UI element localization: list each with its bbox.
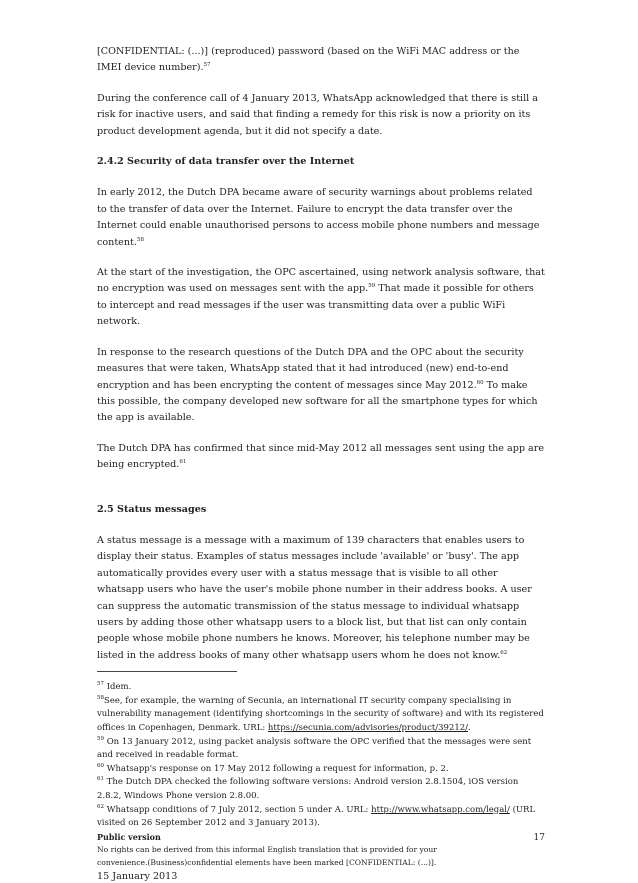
page-footer	[97, 832, 545, 883]
paragraph-conference-call: During the conference call of 4 January 2013, WhatsApp acknowledged that there is still a risk for inactive users, and said that finding a remedy for this risk is now a priority on its product development agenda, but it did not specify a date.	[97, 92, 539, 137]
section-heading-2-4-2: 2.4.2 Security of data transfer over the Internet	[97, 156, 355, 168]
footnote-ref-62[interactable]: 62	[500, 649, 508, 656]
paragraph-response-encryption: In response to the research questions of the Dutch DPA and the OPC about the security measures that were taken, WhatsApp stated that it had introduced (new) end-to-end encryption and has been encrypting the content of messages since May 2012.60 To make this possible, the company developed new software for all the smartphone types for which the app is available.	[97, 346, 538, 424]
document-page	[97, 44, 545, 883]
paragraph-status-messages: A status message is a message with a maximum of 139 characters that enables users to display their status. Examples of status messages include 'available' or 'busy'. The app automatically provides every user with a status message that is visible to all other whatsapp users who have the user's mobile phone number in their address books. A user can suppress the automatic transmission of the status message to individual whatsapp users by adding those other whatsapp users to a block list, but that list can only contain people whose mobile phone numbers he knows. Moreover, his telephone number may be listed in the address books of many other whatsapp users whom he does not know.$^{62}$	[97, 534, 532, 661]
paragraph-encryption-confirmed: The Dutch DPA has confirmed that since mid-May 2012 all messages sent using the app are being encrypted.$^{61}$	[97, 442, 545, 471]
footnote-ref-58[interactable]: 58	[136, 236, 144, 243]
footnote-62: $^{62}$ Whatsapp conditions of 7 July 2012, section 5 under A. URL: http://www.whatsapp.com/legal/ (URL visited on 26 September 2012 and 3 January 2013).	[97, 803, 536, 829]
footnote-ref-61[interactable]: 61	[179, 458, 187, 465]
footnote-57: $^{57}$ Idem.	[97, 681, 132, 693]
footnote-ref-60[interactable]: 60	[476, 379, 484, 386]
section-heading-2-5: 2.5 Status messages	[97, 503, 207, 515]
footnote-divider	[97, 671, 237, 672]
whatsapp-legal-link[interactable]: http://www.whatsapp.com/legal/	[371, 804, 510, 815]
paragraph-password: [CONFIDENTIAL: (...)] (reproduced) password (based on the WiFi MAC address or the IMEI device number).$^{57}$	[97, 46, 520, 74]
footnote-61: $^{61}$ The Dutch DPA checked the following software versions: Android version 2.8.1504, iOS version 2.8.2, Windows Phone version 2.8.00.	[97, 776, 519, 801]
paragraph-early-2012: In early 2012, the Dutch DPA became aware of security warnings about problems related to the transfer of data over the Internet. Failure to encrypt the data transfer over the Internet could enable unauthorised persons to access mobile phone numbers and message content.$^{58}$	[97, 187, 540, 248]
secunia-link[interactable]: https://secunia.com/advisories/product/39212/	[267, 722, 469, 733]
public-version-label: Public version	[97, 831, 161, 842]
footnote-58: $^{58}$See, for example, the warning of Secunia, an international IT security company specialising in vulnerability management (identifying shortcomings in the security of software) and with its registered offices in Copenhagen, Denmark. URL: https://secunia.com/advisories/product/39212/.	[97, 694, 544, 733]
rights-notice-line-1: No rights can be derived from this informal English translation that is provided for your	[97, 844, 437, 854]
page-number: 17	[533, 832, 545, 843]
paragraph-investigation-start: At the start of the investigation, the OPC ascertained, using network analysis software, that no encryption was used on messages sent with the app.$^{59}$ That made it possible for others to intercept and read messages if the user was transmitting data over a public WiFi network.	[97, 267, 545, 328]
rights-notice-line-2: convenience.(Business)confidential elements have been marked [CONFIDENTIAL: (...)].	[97, 857, 437, 867]
footnote-ref-59[interactable]: 59	[368, 283, 376, 290]
footnotes	[97, 681, 545, 831]
document-date: 15 January 2013	[97, 870, 178, 882]
footnote-59: $^{59}$ On 13 January 2012, using packet analysis software the OPC verified that the messages were sent and received in readable format.	[97, 735, 532, 761]
footnote-60: $^{60}$ Whatsapp's response on 17 May 2012 following a request for information, p. 2.	[97, 762, 449, 774]
footnote-ref-57[interactable]: 57	[203, 62, 211, 69]
